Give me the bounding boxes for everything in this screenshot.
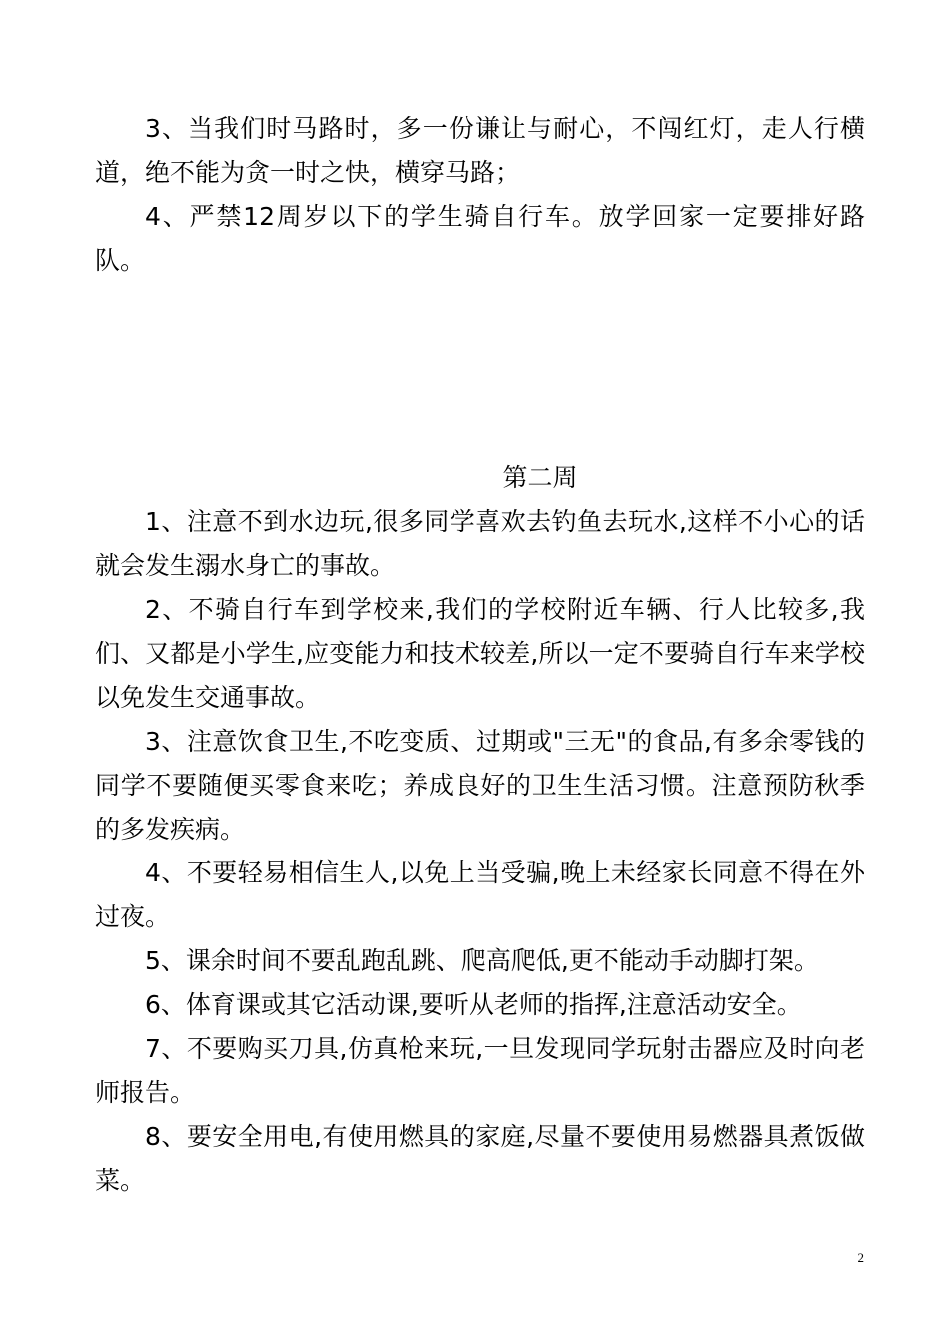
- paragraph-item-4: 4、不要轻易相信生人,以免上当受骗,晚上未经家长同意不得在外过夜。: [95, 858, 865, 931]
- week-two-title: 第二周: [502, 463, 578, 492]
- paragraph-item-1: 1、注意不到水边玩,很多同学喜欢去钓鱼去玩水,这样不小心的话就会发生溺水身亡的事故。: [95, 507, 865, 580]
- paragraph-item-4-top: 4、严禁12周岁以下的学生骑自行车。放学回家一定要排好路队。: [95, 202, 865, 275]
- paragraph-item-3: 3、注意饮食卫生,不吃变质、过期或"三无"的食品,有多余零钱的同学不要随便买零食来吃；养成良好的卫生生活习惯。注意预防秋季的多发疾病。: [95, 727, 865, 844]
- paragraph-item-5: 5、课余时间不要乱跑乱跳、爬高爬低,更不能动手动脚打架。: [145, 946, 819, 975]
- paragraph-item-2: 2、不骑自行车到学校来,我们的学校附近车辆、行人比较多,我们、又都是小学生,应变能力和技术较差,所以一定不要骑自行车来学校以免发生交通事故。: [95, 595, 865, 712]
- paragraph-item-7: 7、不要购买刀具,仿真枪来玩,一旦发现同学玩射击器应及时向老师报告。: [95, 1034, 865, 1107]
- paragraph-item-6: 6、体育课或其它活动课,要听从老师的指挥,注意活动安全。: [145, 990, 802, 1019]
- paragraph-item-3-top: 3、当我们时马路时，多一份谦让与耐心，不闯红灯，走人行横道，绝不能为贪一时之快，横穿马路；: [95, 114, 865, 187]
- paragraph-item-8: 8、要安全用电,有使用燃具的家庭,尽量不要使用易燃器具煮饭做菜。: [95, 1122, 865, 1195]
- page-number: 2: [857, 1250, 864, 1265]
